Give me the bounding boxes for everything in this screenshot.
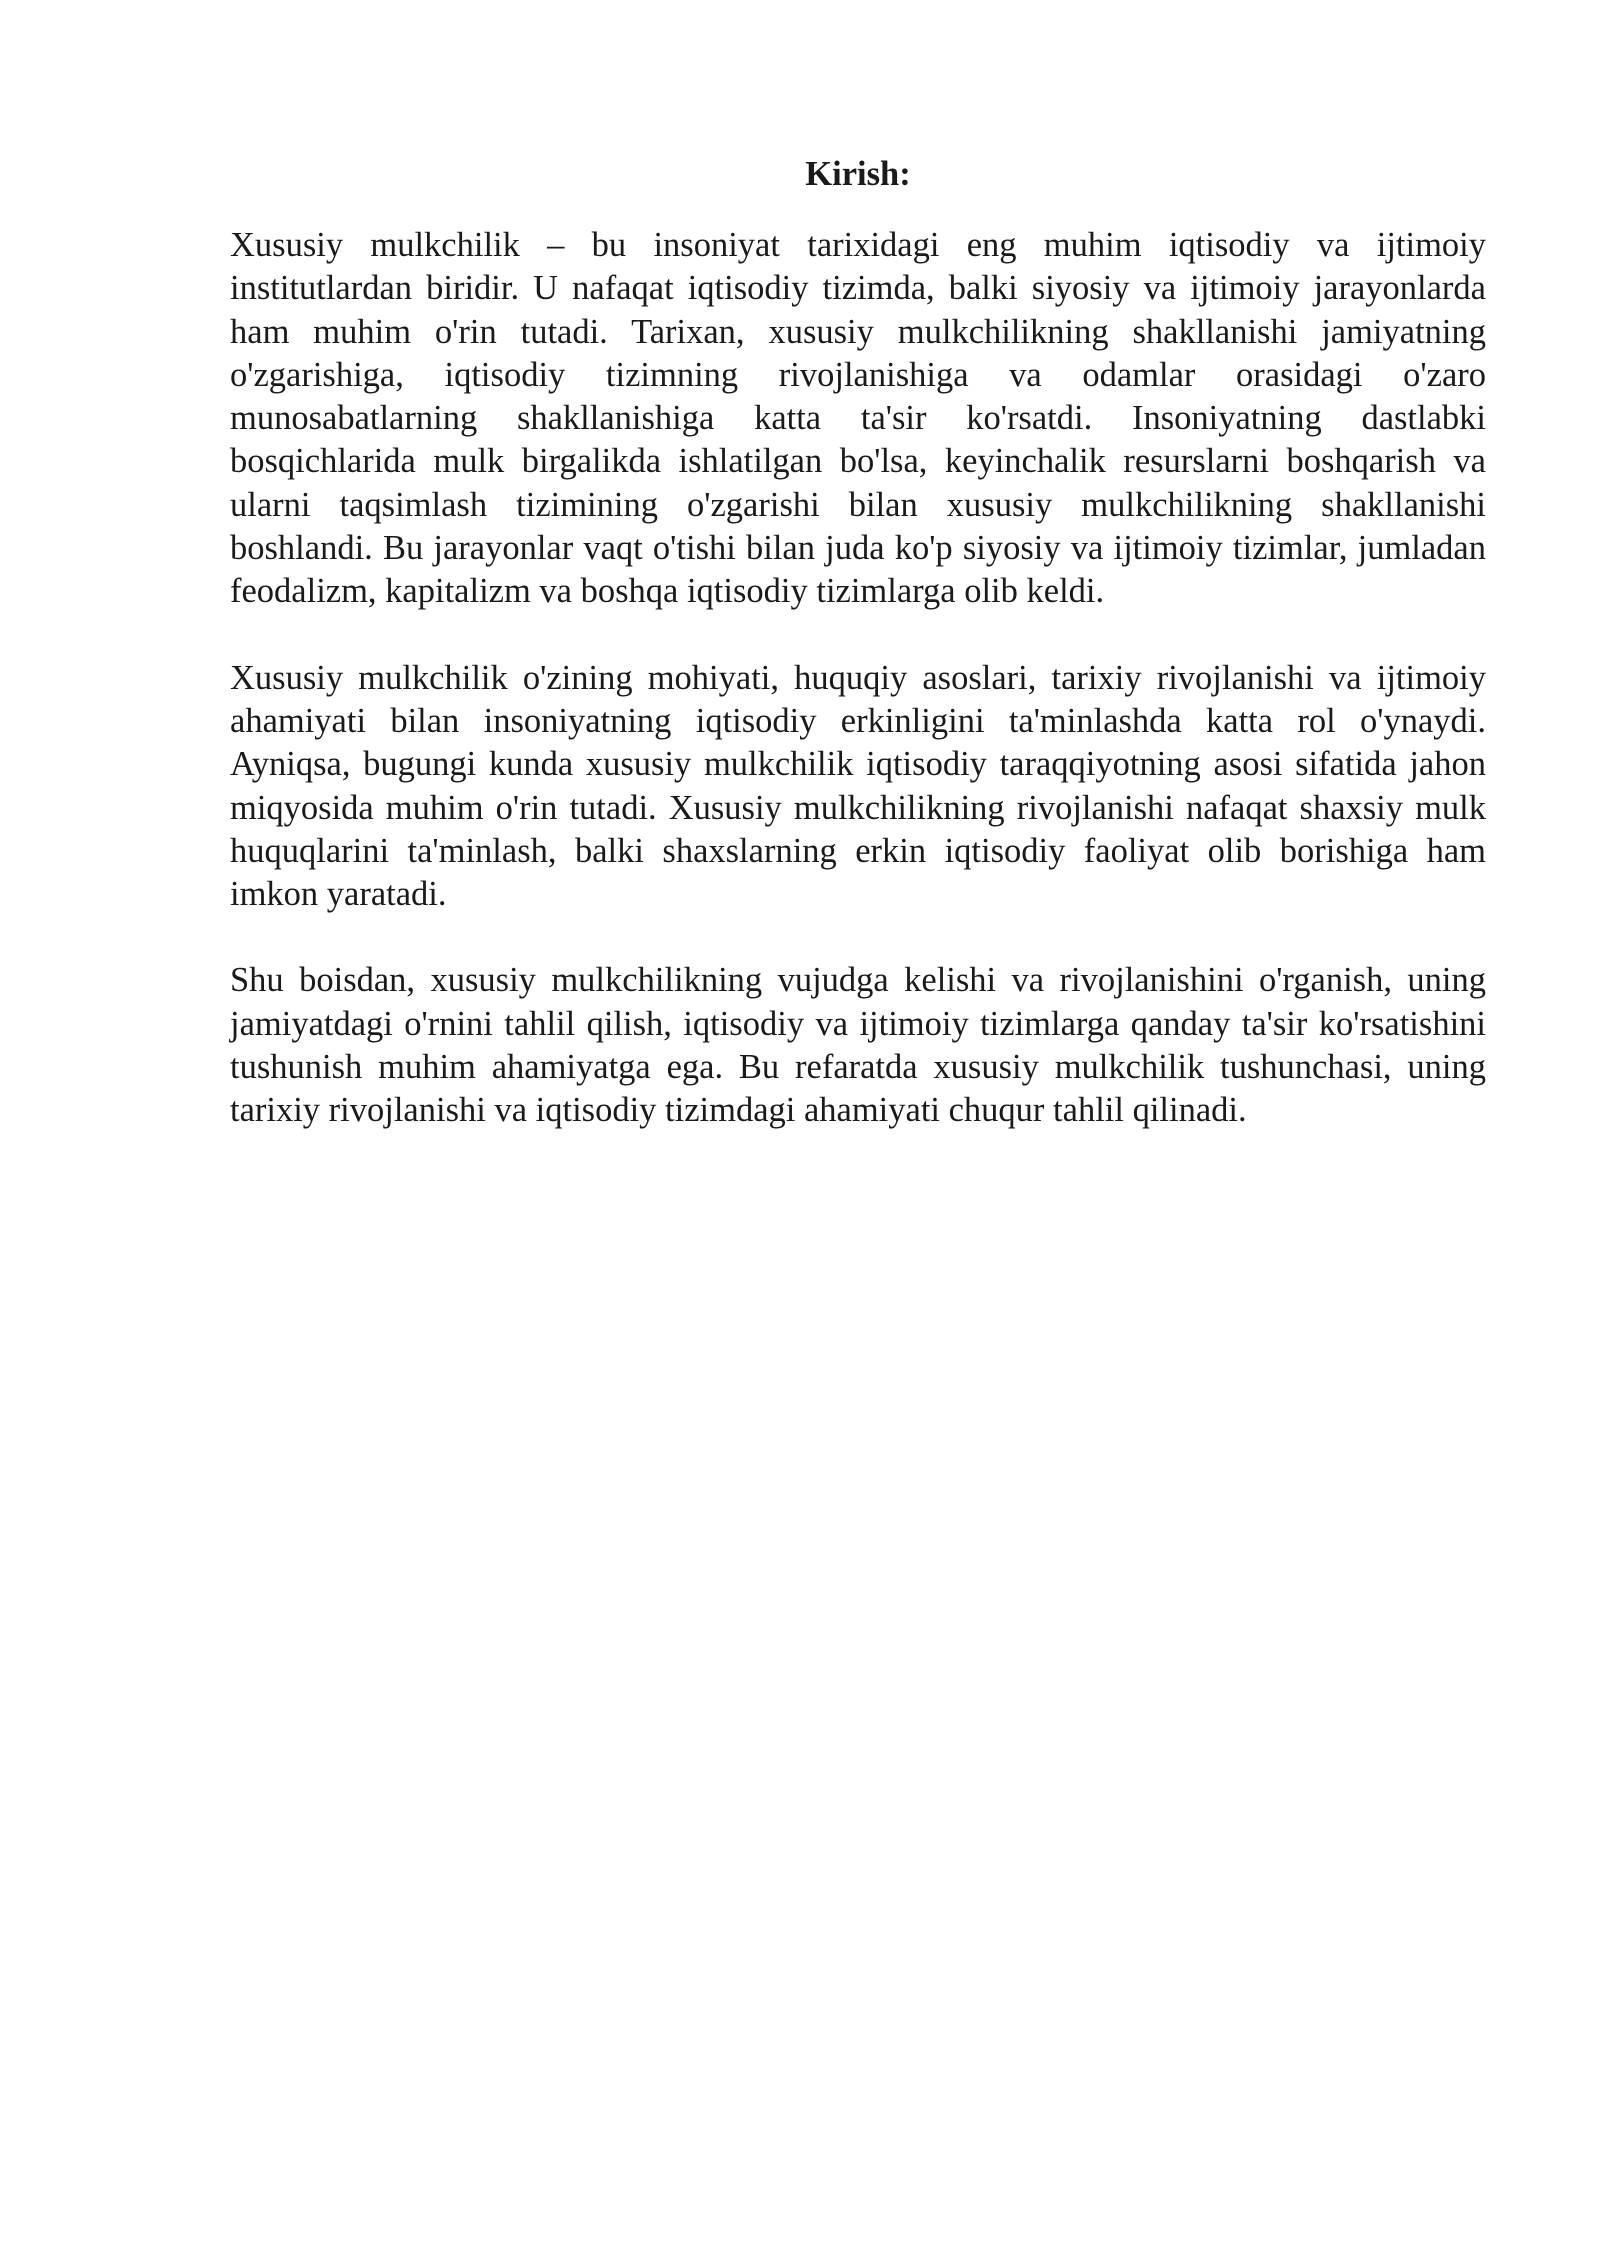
document-body <box>230 148 1486 1176</box>
paragraph-1: Xususiy mulkchilik – bu insoniyat tarixidagi eng muhim iqtisodiy va ijtimoiy institutlardan biridir. U nafaqat iqtisodiy tizimda, balki siyosiy va ijtimoiy jarayonlarda ham muhim o'rin tutadi. Tarixan, xususiy mulkchilikning shakllanishi jamiyatning o'zgarishiga, iqtisodiy tizimning rivojlanishiga va odamlar orasidagi o'zaro munosabatlarning shakllanishiga katta ta'sir ko'rsatdi. Insoniyatning dastlabki bosqichlarida mulk birgalikda ishlatilgan bo'lsa, keyinchalik resurslarni boshqarish va ularni taqsimlash tizimining o'zgarishi bilan xususiy mulkchilikning shakllanishi boshlandi. Bu jarayonlar vaqt o'tishi bilan juda ko'p siyosiy va ijtimoiy tizimlar, jumladan feodalizm, kapitalizm va boshqa iqtisodiy tizimlarga olib keldi. <box>230 226 1486 611</box>
document-title: Kirish: <box>805 155 911 193</box>
paragraph-3: Shu boisdan, xususiy mulkchilikning vujudga kelishi va rivojlanishini o'rganish, uning jamiyatdagi o'rnini tahlil qilish, iqtisodiy va ijtimoiy tizimlarga qanday ta'sir ko'rsatishini tushunish muhim ahamiyatga ega. Bu refaratda xususiy mulkchilik tushunchasi, uning tarixiy rivojlanishi va iqtisodiy tizimdagi ahamiyati chuqur tahlil qilinadi. <box>230 961 1486 1130</box>
paragraph-2: Xususiy mulkchilik o'zining mohiyati, huquqiy asoslari, tarixiy rivojlanishi va ijtimoiy ahamiyati bilan insoniyatning iqtisodiy erkinligini ta'minlashda katta rol o'ynaydi. Ayniqsa, bugungi kunda xususiy mulkchilik iqtisodiy taraqqiyotning asosi sifatida jahon miqyosida muhim o'rin tutadi. Xususiy mulkchilikning rivojlanishi nafaqat shaxsiy mulk huquqlarini ta'minlash, balki shaxslarning erkin iqtisodiy faoliyat olib borishiga ham imkon yaratadi. <box>230 658 1486 914</box>
